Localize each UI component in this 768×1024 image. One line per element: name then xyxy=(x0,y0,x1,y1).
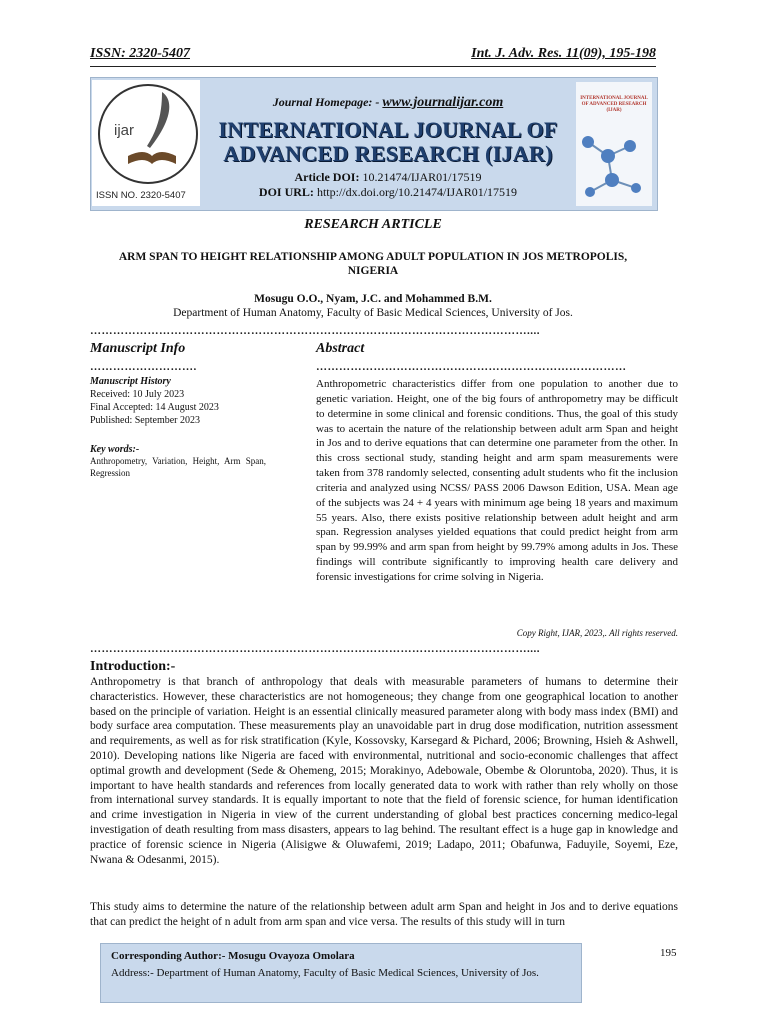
article-title xyxy=(100,250,646,278)
corresponding-author-box xyxy=(100,943,582,1003)
cover-title: INTERNATIONAL JOURNAL OF ADVANCED RESEARCH (IJAR) xyxy=(580,96,648,113)
introduction-paragraph-1: Anthropometry is that branch of anthropology that deals with measurable parameters of humans to determine their characteristics. However, these characteristics are not homogeneous; they change from one geographical location to another based on the principle of variation. Height is an essential clinically measured parameter along with body mass index (BMI) and body surface area computation. These measurements play an unavoidable part in drug dose modification, nutrition assessment and requirements, as well as for risk stratification (Kyle, Kossovsky, Karsegard & Pichard, 2006; Browning, Hsieh & Ashwell, 2010). Developing nations like Nigeria are faced with environmental, nutritional and socio-economic challenges that affect optimal growth and development (Sede & Ohemeng, 2015; Morakinyo, Adebowale, Obembe & Oloruntoba, 2020). Thus, it is important to have health standards and references from locally generated data to work with rather than rely wholly on those from international survey standards. It is equally important to note that the field of forensic science, for human identification and crime investigation in Nigeria in view of the current understanding of global best practices concerning medico-legal investigation of death resulting from mass disasters, appears to lag behind. The resultant effect is a huge gap in knowledge and practice of forensic science in Nigeria (Alisigwe & Oluwafemi, 2019; Ladapo, 2011; Obafunwa, Faduyile, Soyemi, Eze, Nwana & Odesanmi, 2015). xyxy=(90,676,678,866)
keywords-label: Key words:- xyxy=(90,444,140,455)
issn-text: ISSN: 2320-5407 xyxy=(90,46,190,61)
journal-citation: Int. J. Adv. Res. 11(09), 195-198 xyxy=(471,46,656,61)
dotted-divider-info: ………………………. xyxy=(90,361,197,373)
address-text: Department of Human Anatomy, Faculty of Basic Medical Sciences, University of Jos. xyxy=(153,967,539,979)
logo-text: ijar xyxy=(114,122,135,139)
doi-url-link[interactable]: http://dx.doi.org/10.21474/IJAR01/17519 xyxy=(316,185,518,199)
abstract-text: Anthropometric characteristics differ from one population to another due to genetic variation. Height, one of the big fours of anthropometry may be difficult to determine in some clinical and forensic conditions. Thus, the goal of this study was to acertain the nature of the relationship between adult arm Span and height in Jos and to derive equations that can determine one parameter from the other. In this cross sectional study, standing height and arm spam measurements were taken from 378 randomly selected, consenting adult students who fit the inclusion criteria and analyzed using NCSS/ PASS 2006 Dawson Edition, USA. Mean age of the subjects was 24 + 4 years with minimum age being 18 years and maximum 55 years. Also, there exists positive relationship between adult height and arm span. Regression analyses yielded equations that could predict height from arm span by 99.99% and arm span from height by 99.79% among adults in Jos. These findings will contribute significantly to improving health care delivery and forensic investigations for crime solving in Nigeria. xyxy=(316,378,678,583)
journal-logo xyxy=(92,80,200,206)
page-number: 195 xyxy=(660,947,677,959)
journal-title-line1: INTERNATIONAL JOURNAL OF xyxy=(218,117,558,142)
doi-block xyxy=(200,170,576,200)
keywords-list: Anthropometry, Variation, Height, Arm Span, Regression xyxy=(90,456,266,478)
dotted-divider-top: …………………………………………………………………………………………………….... xyxy=(90,325,540,337)
copyright-notice: Copy Right, IJAR, 2023,. All rights reserved. xyxy=(516,628,678,638)
manuscript-info-heading: Manuscript Info xyxy=(90,341,186,356)
doi-label: Article DOI: xyxy=(294,170,360,184)
article-title-line1: ARM SPAN TO HEIGHT RELATIONSHIP AMONG ADULT POPULATION IN JOS METROPOLIS, xyxy=(118,251,628,263)
corresponding-author: Corresponding Author:- Mosugu Ovayoza Omolara xyxy=(111,950,355,962)
journal-homepage xyxy=(200,95,576,111)
journal-title-line2: ADVANCED RESEARCH (IJAR) xyxy=(223,141,553,166)
published-date: Published: September 2023 xyxy=(90,415,200,426)
article-title-line2: NIGERIA xyxy=(347,265,399,277)
homepage-label: Journal Homepage: - xyxy=(272,95,380,109)
article-type: RESEARCH ARTICLE xyxy=(304,217,442,232)
introduction-paragraph-2: This study aims to determine the nature of the relationship between adult arm Span and height in Jos and to derive equations that can predict the height of n adult from arm span and vice versa. The results of this study will in turn xyxy=(90,901,678,928)
logo-issn: ISSN NO. 2320-5407 xyxy=(96,190,186,201)
journal-title xyxy=(200,118,576,166)
manuscript-history-label: Manuscript History xyxy=(90,376,171,387)
journal-cover-image xyxy=(576,82,652,206)
abstract-heading: Abstract xyxy=(316,341,365,356)
homepage-link[interactable]: www.journalijar.com xyxy=(382,95,504,110)
received-date: Received: 10 July 2023 xyxy=(90,389,185,400)
accepted-date: Final Accepted: 14 August 2023 xyxy=(90,402,219,413)
dotted-divider-abstract: ……………………………………………………………………… xyxy=(316,361,627,373)
article-authors: Mosugu O.O., Nyam, J.C. and Mohammed B.M. xyxy=(254,293,492,305)
molecule-icon xyxy=(578,122,650,202)
doi-value: 10.21474/IJAR01/17519 xyxy=(362,170,482,184)
author-affiliation: Department of Human Anatomy, Faculty of Basic Medical Sciences, University of Jos. xyxy=(173,307,573,319)
doi-url-label: DOI URL: xyxy=(258,185,314,199)
running-header xyxy=(90,46,656,67)
author-address xyxy=(111,966,573,981)
address-label: Address:- xyxy=(111,967,154,979)
dotted-divider-bottom: …………………………………………………………………………………………………….... xyxy=(90,643,540,655)
introduction-heading: Introduction:- xyxy=(90,659,176,674)
